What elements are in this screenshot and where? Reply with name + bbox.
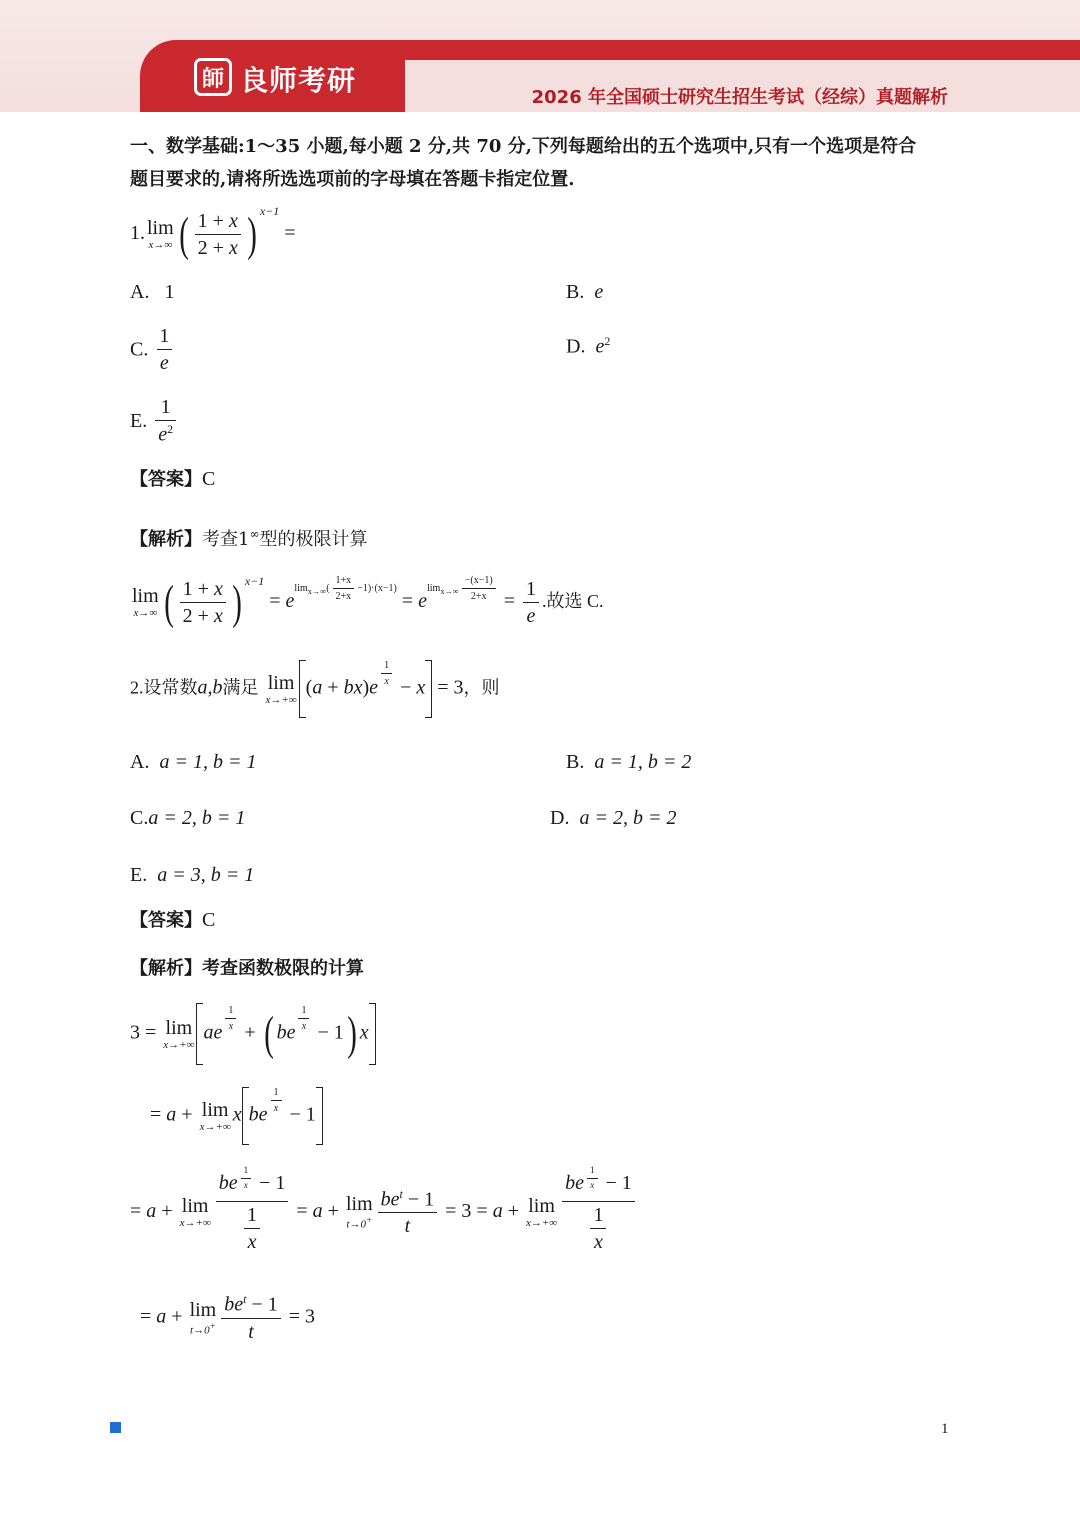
q2-solution-step1: 3 = lim x→+∞ ae $^{\frac{1}{x}}$ + ( be $^{\frac{1}{x}}$ − 1) x <box>130 1003 376 1065</box>
footer-marker <box>110 1422 121 1433</box>
logo-glyph: 師 <box>201 66 224 92</box>
q1-stem: 1. lim x→∞ ( $\frac{1 + x}{2 + x}$ ) $^{x-1}$ = <box>130 204 296 261</box>
document-title: 2026 年全国硕士研究生招生考试（经综）真题解析 <box>531 87 948 108</box>
logo-icon <box>194 58 232 96</box>
q1-analysis: 【解析】考查1∞型的极限计算 <box>130 527 368 550</box>
q2-solution-step2: = a + lim x→+∞ x be $^{\frac{1}{x}}$ − 1 <box>150 1087 323 1145</box>
q2-stem: 2.设常数a,b满足 lim x→+∞ (a + bx)e $^{\frac{1}{x}}$ − x = 3，则 <box>130 660 500 718</box>
q2-option-c: C.a = 2, b = 1 <box>130 807 246 829</box>
q2-solution-step4: = a + lim t→0+ $\frac{be^t - 1}{t}$ = 3 <box>140 1292 316 1343</box>
q2-solution-step3: = a + lim x→+∞ be $^{\frac{1}{x}}$ − 1 $\frac{1}{x}$ = a + lim t→0+ $\frac{be^t - 1}{t}$ = 3 = a + lim x→+∞ be $^{\frac{1}{x}}$ − 1 $\frac{1}{x}$ <box>130 1172 638 1253</box>
q1-option-a: A. 1 <box>130 281 175 303</box>
section-intro-line1: 一、数学基础:1～35 小题,每小题 2 分,共 70 分,下列每题给出的五个选项中,只有一个选项是符合 <box>130 136 917 157</box>
q1-option-d: D. $e^2$ <box>566 334 611 358</box>
q2-answer: 【答案】C <box>130 909 216 931</box>
q2-option-b: B. a = 1, b = 2 <box>566 751 692 773</box>
q1-option-b: B. e <box>566 281 604 303</box>
q2-option-a: A. a = 1, b = 1 <box>130 751 257 773</box>
q1-answer: 【答案】C <box>130 468 216 490</box>
brand-name: 良师考研 <box>240 64 357 97</box>
q2-analysis: 【解析】考查函数极限的计算 <box>130 958 364 979</box>
q2-option-d: D. a = 2, b = 2 <box>550 807 677 829</box>
section-intro-line2: 题目要求的,请将所选选项前的字母填在答题卡指定位置. <box>130 169 575 190</box>
q1-number: 1. <box>130 222 145 245</box>
page-number: 1 <box>941 1421 949 1437</box>
q1-solution: lim x→∞ ( $\frac{1 + x}{2 + x}$ ) $^{x-1} = e^{lim_{x\to\infty}( \frac{1+x}{2+x} -1)\cdot(x-1)} = e^{lim_{x\to\infty} \frac{-(x-1)}{2+x}}$ = $\frac{1}{e}$ .故选 C. <box>132 574 604 629</box>
q1-option-c: C. $\frac{1}{e}$ <box>130 325 175 374</box>
q2-option-e: E. a = 3, b = 1 <box>130 864 255 886</box>
q1-option-e: E. $\frac{1}{e^2}$ <box>130 396 179 446</box>
